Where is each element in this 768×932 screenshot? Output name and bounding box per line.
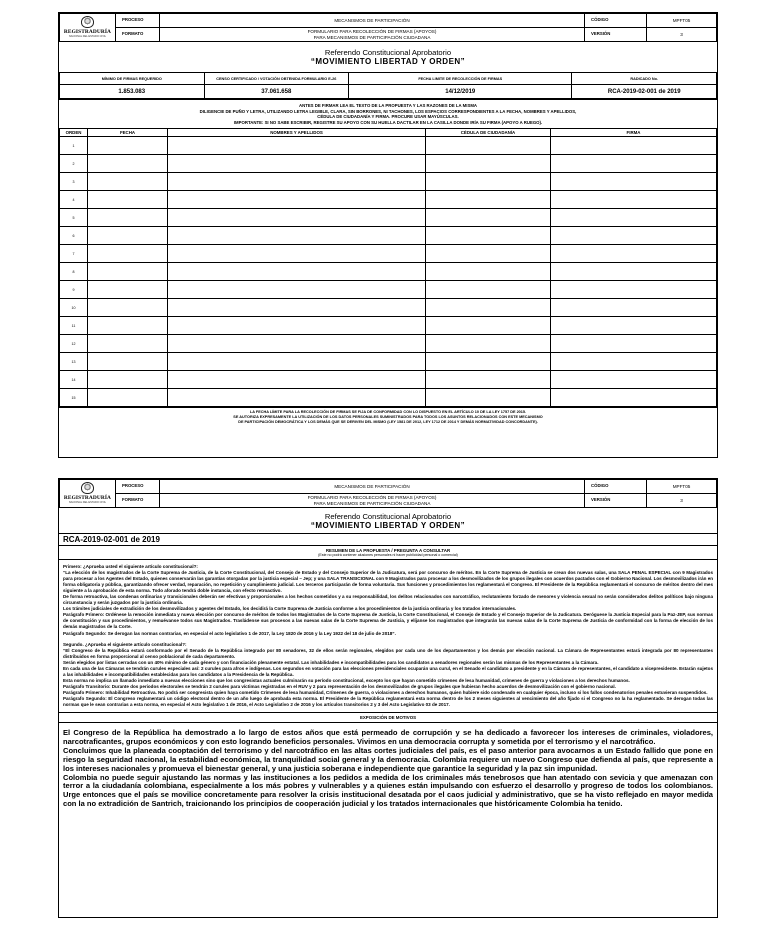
formato-line-1: FORMULARIO PARA RECOLECCIÓN DE FIRMAS (APOYOS) bbox=[307, 29, 437, 35]
version-value: 3 bbox=[647, 28, 717, 42]
censo-value: 37.061.658 bbox=[204, 85, 349, 99]
row-number: 7 bbox=[60, 245, 88, 263]
resumen-title: RESUMEN DE LA PROPUESTA / PREGUNTA A CONSULTAR bbox=[325, 548, 451, 553]
coat-of-arms-icon bbox=[81, 482, 94, 494]
formato-label: FORMATO bbox=[116, 494, 160, 508]
question-paragraph: Los trámites judiciales de extradición de los desmovilizados y agentes del Estado, los decidirá la Corte Suprema de Justicia conforme a los procedimientos de la justicia ordinaria y los tratados internacionales. bbox=[63, 606, 517, 612]
row-number: 3 bbox=[60, 173, 88, 191]
nombres-cell[interactable] bbox=[168, 335, 426, 353]
cedula-cell[interactable] bbox=[426, 245, 551, 263]
motivos-paragraph: Colombia no puede seguir ajustando las normas y las instituciones a los pedidos a medida de los criminales más tenebrosos que han atentado con sevicia y que amenazan con terror a la ciudadanía colombiana, especialmente a los más pobres y vulnerables y a quienes están impulsando con esfuerzo el desarrollo y progreso de todos los colombianos. Urge entonces que el país se movilice concretamente para resolver la crisis institucional desatada por el caos judicial y administrativo, que se ha visto reflejado en mayor medida con la no extradición de Santrich, traicionando los principios de cooperación judicial y los tratados internacionales que históricamente Colombia ha tenido. bbox=[63, 772, 713, 809]
signature-row bbox=[60, 245, 717, 263]
cedula-cell[interactable] bbox=[426, 353, 551, 371]
brand-subtitle: NACIONAL DEL ESTADO CIVIL bbox=[68, 34, 107, 38]
firma-cell[interactable] bbox=[551, 299, 717, 317]
cedula-cell[interactable] bbox=[426, 263, 551, 281]
radicado-banner: RCA-2019-02-001 de 2019 bbox=[59, 533, 717, 546]
question-paragraph: Parágrafo Transitorio: Durante dos periodos electorales se tendrán 2 curules para víctimas registradas en el RUV y 2 para representación de los desmovilizados de grupos ilegales que hubieran hecho acuerdos de desmovilización con el gobierno nacional. bbox=[63, 683, 616, 689]
form-footer bbox=[59, 407, 717, 426]
nombres-cell[interactable] bbox=[168, 317, 426, 335]
fecha-cell[interactable] bbox=[88, 281, 168, 299]
referendo-title: Referendo Constitucional Aprobatorio bbox=[324, 48, 452, 57]
question-two bbox=[63, 642, 713, 709]
proceso-label: PROCESO bbox=[116, 480, 160, 494]
fecha-cell[interactable] bbox=[88, 173, 168, 191]
signature-row bbox=[60, 191, 717, 209]
form-meta-table bbox=[59, 72, 717, 99]
nombres-cell[interactable] bbox=[168, 353, 426, 371]
cedula-cell[interactable] bbox=[426, 209, 551, 227]
registraduria-logo bbox=[60, 480, 116, 508]
coat-of-arms-icon bbox=[81, 16, 94, 28]
fecha-cell[interactable] bbox=[88, 137, 168, 155]
fecha-cell[interactable] bbox=[88, 335, 168, 353]
firma-cell[interactable] bbox=[551, 155, 717, 173]
referendo-title: Referendo Constitucional Aprobatorio bbox=[324, 512, 452, 521]
footer-line: DE PARTICIPACIÓN DEMOCRÁTICA Y LOS DEMÁS QUE SE DERIVEN DEL MISMO (LEY 1581 DE 2012, LEY 1712 DE 2014 Y DEMÁS NORMATIVIDAD CONCORDANTE). bbox=[238, 419, 538, 424]
referendo-name: “MOVIMIENTO LIBERTAD Y ORDEN” bbox=[310, 521, 466, 530]
firma-cell[interactable] bbox=[551, 227, 717, 245]
cedula-cell[interactable] bbox=[426, 299, 551, 317]
firma-cell[interactable] bbox=[551, 137, 717, 155]
form-header bbox=[59, 13, 717, 42]
registraduria-logo bbox=[60, 14, 116, 42]
question-paragraph: Parágrafo Primero: Inhabilidad Retroactiva. No podrá ser congresista quien haya cometido Crímenes de lesa humanidad, Crímenes de guerra, o violaciones a derechos humanos, quien hubiere sido condenado en cualquier época, incluso si los fallos condenatorios penales estuvieran suspendidos. bbox=[63, 689, 708, 695]
signature-row bbox=[60, 371, 717, 389]
radicado-header: RADICADO No. bbox=[572, 73, 717, 85]
question-paragraph: En cada una de las Cámaras se tendrán curules especiales así: 2 curules para afros e indígenas. Los segundos en votación para las elecciones presidenciales ocuparán una curul, en el Senado el candidato a presidente y en la Cámara de representantes, el candidato a vicepresidente. Estarán sujetos a las inhabilidades e incompatibilidades establecidas para los candidatos a la Presidencia de la República. bbox=[63, 665, 713, 677]
formato-value bbox=[160, 28, 585, 42]
fecha-cell[interactable] bbox=[88, 299, 168, 317]
fecha-cell[interactable] bbox=[88, 263, 168, 281]
row-number: 10 bbox=[60, 299, 88, 317]
footer-line: SE AUTORIZA EXPRESAMENTE LA UTILIZACIÓN DE LOS DATOS PERSONALES SUMINISTRADOS PARA TODOS LOS ASUNTOS RELACIONADOS CON ESTE MECANISMO bbox=[233, 415, 543, 420]
row-number: 12 bbox=[60, 335, 88, 353]
firma-cell[interactable] bbox=[551, 245, 717, 263]
cedula-cell[interactable] bbox=[426, 389, 551, 407]
nombres-cell[interactable] bbox=[168, 371, 426, 389]
fecha-cell[interactable] bbox=[88, 245, 168, 263]
resumen-subtitle: (Este no podrá contener alusiones personales ni hacer publicidad personal o comercial) bbox=[318, 553, 458, 557]
firma-cell[interactable] bbox=[551, 317, 717, 335]
fecha-cell[interactable] bbox=[88, 317, 168, 335]
formato-line-2: PARA MECANISMOS DE PARTICIPACIÓN CIUDADANA bbox=[313, 500, 431, 506]
version-label: VERSIÓN bbox=[585, 494, 647, 508]
fecha-cell[interactable] bbox=[88, 353, 168, 371]
fecha-cell[interactable] bbox=[88, 155, 168, 173]
row-number: 14 bbox=[60, 371, 88, 389]
fecha-cell[interactable] bbox=[88, 209, 168, 227]
instruction-line: CÉDULA DE CIUDADANÍA Y FIRMA. PROCURE USAR MAYÚSCULAS. bbox=[317, 114, 459, 120]
col-firma: FIRMA bbox=[551, 129, 717, 137]
footer-line: LA FECHA LÍMITE PARA LA RECOLECCIÓN DE FIRMAS SE FIJA DE CONFORMIDAD CON LO DISPUESTO EN EL ARTÍCULO 10 DE LA LEY 1757 DE 2015. bbox=[249, 410, 527, 415]
row-number: 9 bbox=[60, 281, 88, 299]
proceso-value: MECANISMOS DE PARTICIPACIÓN bbox=[160, 14, 585, 28]
signature-row bbox=[60, 281, 717, 299]
signature-row bbox=[60, 155, 717, 173]
signature-row bbox=[60, 209, 717, 227]
question-paragraph: Esta norma no implica un llamado inmediato a nuevas elecciones sino que los congresistas actuales culminarán su período constitucional, excepto los que hayan cometido crímenes de lesa humanidad, crímenes de guerra y violaciones a los derechos humanos. bbox=[63, 677, 630, 683]
nombres-cell[interactable] bbox=[168, 173, 426, 191]
formato-line-2: PARA MECANISMOS DE PARTICIPACIÓN CIUDADANA bbox=[313, 34, 431, 40]
row-number: 5 bbox=[60, 209, 88, 227]
row-number: 11 bbox=[60, 317, 88, 335]
signature-row bbox=[60, 227, 717, 245]
nombres-cell[interactable] bbox=[168, 263, 426, 281]
question-paragraph: Parágrafo Primero: Ordénese la remoción inmediata y nueva elección por concurso de méritos de todos los Magistrados de la Corte Suprema de Justicia, la Corte Constitucional, el Consejo de Estado y el Consejo Superior de la Judicatura. Deróguese la Justicia Especial para la Paz-JEP, sus normas de constitución y sus procedimientos, y remuévanse todos sus Magistrados. Trasládense sus procesos a las nuevas salas de la Corte Suprema de Justicia, y elíjanse los magistrados que integrarán las nuevas salas de la Corte Suprema de Justicia de conformidad con la forma de elección de los demás magistrados de la Corte. bbox=[63, 612, 713, 630]
fecha-limite-value: 14/12/2019 bbox=[349, 85, 572, 99]
brand-name: REGISTRADURÍA bbox=[63, 29, 112, 36]
col-orden: ORDEN bbox=[60, 129, 88, 137]
nombres-cell[interactable] bbox=[168, 281, 426, 299]
proposal-page bbox=[58, 478, 718, 918]
signature-row bbox=[60, 335, 717, 353]
question-paragraph: Primero: ¿Aprueba usted el siguiente artículo constitucional?: bbox=[63, 564, 198, 569]
version-value: 3 bbox=[647, 494, 717, 508]
row-number: 15 bbox=[60, 389, 88, 407]
motivos-paragraph: El Congreso de la República ha demostrado a lo largo de estos años que está permeado de corrupción y se ha dedicado a favorecer los intereses de criminales, violadores, narcotraficantes, grupos económicos y con esto logrando beneficios personales. Vivimos en una democracia corrupta y sometida por el terrorismo y el narcotráfico. bbox=[63, 728, 713, 746]
cedula-cell[interactable] bbox=[426, 137, 551, 155]
firma-cell[interactable] bbox=[551, 353, 717, 371]
proceso-value: MECANISMOS DE PARTICIPACIÓN bbox=[160, 480, 585, 494]
firma-cell[interactable] bbox=[551, 281, 717, 299]
version-label: VERSIÓN bbox=[585, 28, 647, 42]
motivos-section-header: EXPOSICIÓN DE MOTIVOS bbox=[59, 712, 717, 723]
cedula-cell[interactable] bbox=[426, 155, 551, 173]
firma-cell[interactable] bbox=[551, 371, 717, 389]
fecha-cell[interactable] bbox=[88, 191, 168, 209]
firma-cell[interactable] bbox=[551, 209, 717, 227]
cedula-cell[interactable] bbox=[426, 191, 551, 209]
question-paragraph: Parágrafo Segundo: Se derogan las normas contrarias, en especial el acto legislativo 1 de 2017, la Ley 1820 de 2016 y la Ley 1922 del 18 de julio de 2018”. bbox=[63, 630, 396, 636]
fecha-limite-header: FECHA LIMITE DE RECOLECCIÓN DE FIRMAS bbox=[349, 73, 572, 85]
fecha-cell[interactable] bbox=[88, 227, 168, 245]
question-paragraph: Parágrafo Segundo: El Congreso reglamentará un código electoral dentro de un año luego de aprobada esta norma. El Presidente de la República reglamentará esta norma dentro de los 2 meses siguientes al vencimiento del año fijado si el Congreso no la ha reglamentado. Se derogan todas las normas que le sean contrarias a esta norma, en especial el Acto legislativo 1 de 2016, el Acto Legislativo 2 de 2016 y los artículos transitorios 2 y 3 del Acto Legislativo 03 de 2017. bbox=[63, 695, 713, 708]
cedula-cell[interactable] bbox=[426, 281, 551, 299]
row-number: 2 bbox=[60, 155, 88, 173]
firma-cell[interactable] bbox=[551, 389, 717, 407]
instruction-line: DILIGENCIE DE PUÑO Y LETRA, UTILIZANDO LETRA LEGIBLE, CLARA, SIN BORRONES, NI TACHONES, LOS ESPACIOS CORRESPONDIENTES A LA FECHA, NOMBRES Y APELLIDOS, bbox=[199, 108, 577, 114]
question-paragraph: “El Congreso de la República estará conformado por el Senado de la República integrado por 80 senadores, 32 de ellos serán regionales, elegidos por cada uno de los departamentos y los demás por elección nacional. La Cámara de Representantes estará integrada por 80 representantes distribuidos en forma proporcional al censo poblacional de cada departamento. bbox=[63, 647, 713, 659]
firma-cell[interactable] bbox=[551, 173, 717, 191]
codigo-label: CÓDIGO bbox=[585, 480, 647, 494]
question-paragraph: De forma retroactiva, las condenas ordinarias y transicionales deberán ser efectivas y proporcionales a los hechos cometidos y a su responsabilidad, los delitos relacionados con narcotráfico, reclutamiento forzado de menores y violencia sexual no serán considerados delitos políticos bajo ninguna circunstancia y serán juzgados por la justicia ordinaria. bbox=[63, 594, 713, 606]
col-nombres: NOMBRES Y APELLIDOS bbox=[168, 129, 426, 137]
proceso-label: PROCESO bbox=[116, 14, 160, 28]
instruction-line: ANTES DE FIRMAR LEA EL TEXTO DE LA PROPUESTA Y LAS RAZONES DE LA MISMA bbox=[298, 103, 477, 108]
referendo-name: “MOVIMIENTO LIBERTAD Y ORDEN” bbox=[310, 57, 466, 66]
firma-cell[interactable] bbox=[551, 263, 717, 281]
row-number: 13 bbox=[60, 353, 88, 371]
motivos-text bbox=[59, 723, 717, 813]
instruction-line: IMPORTANTE: SI NO SABE ESCRIBIR, REGISTRE SU APOYO CON SU HUELLA DACTILAR EN LA CASILLA DONDE IRÍA SU FIRMA (APOYO A RUEGO). bbox=[233, 119, 543, 125]
firma-cell[interactable] bbox=[551, 191, 717, 209]
nombres-cell[interactable] bbox=[168, 227, 426, 245]
signature-row bbox=[60, 353, 717, 371]
instructions bbox=[59, 99, 717, 128]
question-paragraph: “La elección de los magistrados de la Corte Suprema de Justicia, de la Corte Constitucional, del Consejo de Estado y del Consejo Superior de la Judicatura, será por concurso de méritos. En la Corte Suprema de Justicia se crean dos nuevas salas, una SALA PENAL ESPECIAL con 9 Magistrados para procesar a los Agentes del Estado, quienes conservarán las garantías otorgadas por la justicia especial – Jep; y una SALA TRANSICIONAL con 9 Magistrados para procesar a los desmovilizados de los grupos ilegales con acuerdos pactados con el Gobierno Nacional. Los desmovilizados irán en forma obligatoria y pública, garantizando ofrecer verdad, reparación, no repetición y cumplimiento judicial. Los terceros participarán de forma voluntaria. Sus funciones y procedimientos los reglamentará el Congreso. El Presidente de la República reglamentará el concurso de méritos dentro del mes siguiente a la aprobación de esta norma. Todo aforado tendrá doble instancia, con efecto retroactivo. bbox=[63, 570, 713, 594]
signature-table bbox=[59, 128, 717, 407]
formato-line-1: FORMULARIO PARA RECOLECCIÓN DE FIRMAS (APOYOS) bbox=[307, 495, 437, 501]
censo-header: CENSO CERTIFICADO / VOTACIÓN OBTENIDA FORMULARIO E-26 bbox=[204, 73, 349, 85]
codigo-label: CÓDIGO bbox=[585, 14, 647, 28]
cedula-cell[interactable] bbox=[426, 173, 551, 191]
row-number: 8 bbox=[60, 263, 88, 281]
form-header bbox=[59, 479, 717, 508]
col-cedula: CÉDULA DE CIUDADANÍA bbox=[426, 129, 551, 137]
nombres-cell[interactable] bbox=[168, 245, 426, 263]
cedula-cell[interactable] bbox=[426, 317, 551, 335]
formato-label: FORMATO bbox=[116, 28, 160, 42]
nombres-cell[interactable] bbox=[168, 137, 426, 155]
signature-row bbox=[60, 299, 717, 317]
fecha-cell[interactable] bbox=[88, 371, 168, 389]
formato-value bbox=[160, 494, 585, 508]
min-firmas-value: 1.853.083 bbox=[60, 85, 205, 99]
nombres-cell[interactable] bbox=[168, 191, 426, 209]
cedula-cell[interactable] bbox=[426, 371, 551, 389]
signature-form-page bbox=[58, 12, 718, 458]
radicado-value: RCA-2019-02-001 de 2019 bbox=[572, 85, 717, 99]
brand-name: REGISTRADURÍA bbox=[63, 495, 112, 502]
nombres-cell[interactable] bbox=[168, 299, 426, 317]
nombres-cell[interactable] bbox=[168, 209, 426, 227]
question-one bbox=[63, 564, 713, 637]
signature-row bbox=[60, 137, 717, 155]
motivos-paragraph: Concluimos que la planeada cooptación del terrorismo y del narcotráfico en las altas cortes judiciales del país, es el paso anterior para avocarnos a un Estado fallido que pone en riesgo la seguridad nacional, la estabilidad económica, la tranquilidad social general y la democracia. Colombia requiere un nuevo Congreso que defienda al país, que represente a los intereses nacionales y promueva el bienestar general, y una justicia soberana e independiente que garantice la seguridad y la paz sin impunidad. bbox=[63, 745, 713, 773]
signature-row bbox=[60, 389, 717, 407]
brand-subtitle: NACIONAL DEL ESTADO CIVIL bbox=[68, 500, 107, 504]
nombres-cell[interactable] bbox=[168, 155, 426, 173]
row-number: 4 bbox=[60, 191, 88, 209]
signature-row bbox=[60, 317, 717, 335]
row-number: 6 bbox=[60, 227, 88, 245]
question-paragraph: Segundo. ¿Aprueba el siguiente artículo constitucional?: bbox=[63, 641, 187, 647]
resumen-text bbox=[59, 560, 717, 712]
signature-row bbox=[60, 173, 717, 191]
cedula-cell[interactable] bbox=[426, 335, 551, 353]
fecha-cell[interactable] bbox=[88, 389, 168, 407]
resumen-section-header bbox=[59, 546, 717, 560]
codigo-value: MPFT05 bbox=[647, 480, 717, 494]
cedula-cell[interactable] bbox=[426, 227, 551, 245]
signature-row bbox=[60, 263, 717, 281]
question-paragraph: Serán elegidos por listas cerradas con un 40% mínimo de cada género y con financiación plenamente estatal. Las inhabilidades e incompatibilidades para los candidatos a senadores regionales serán las mismas de los Representantes a la Cámara. bbox=[63, 659, 599, 665]
row-number: 1 bbox=[60, 137, 88, 155]
nombres-cell[interactable] bbox=[168, 389, 426, 407]
firma-cell[interactable] bbox=[551, 335, 717, 353]
min-firmas-header: MÍNIMO DE FIRMAS REQUERIDO bbox=[60, 73, 205, 85]
codigo-value: MPFT05 bbox=[647, 14, 717, 28]
col-fecha: FECHA bbox=[88, 129, 168, 137]
